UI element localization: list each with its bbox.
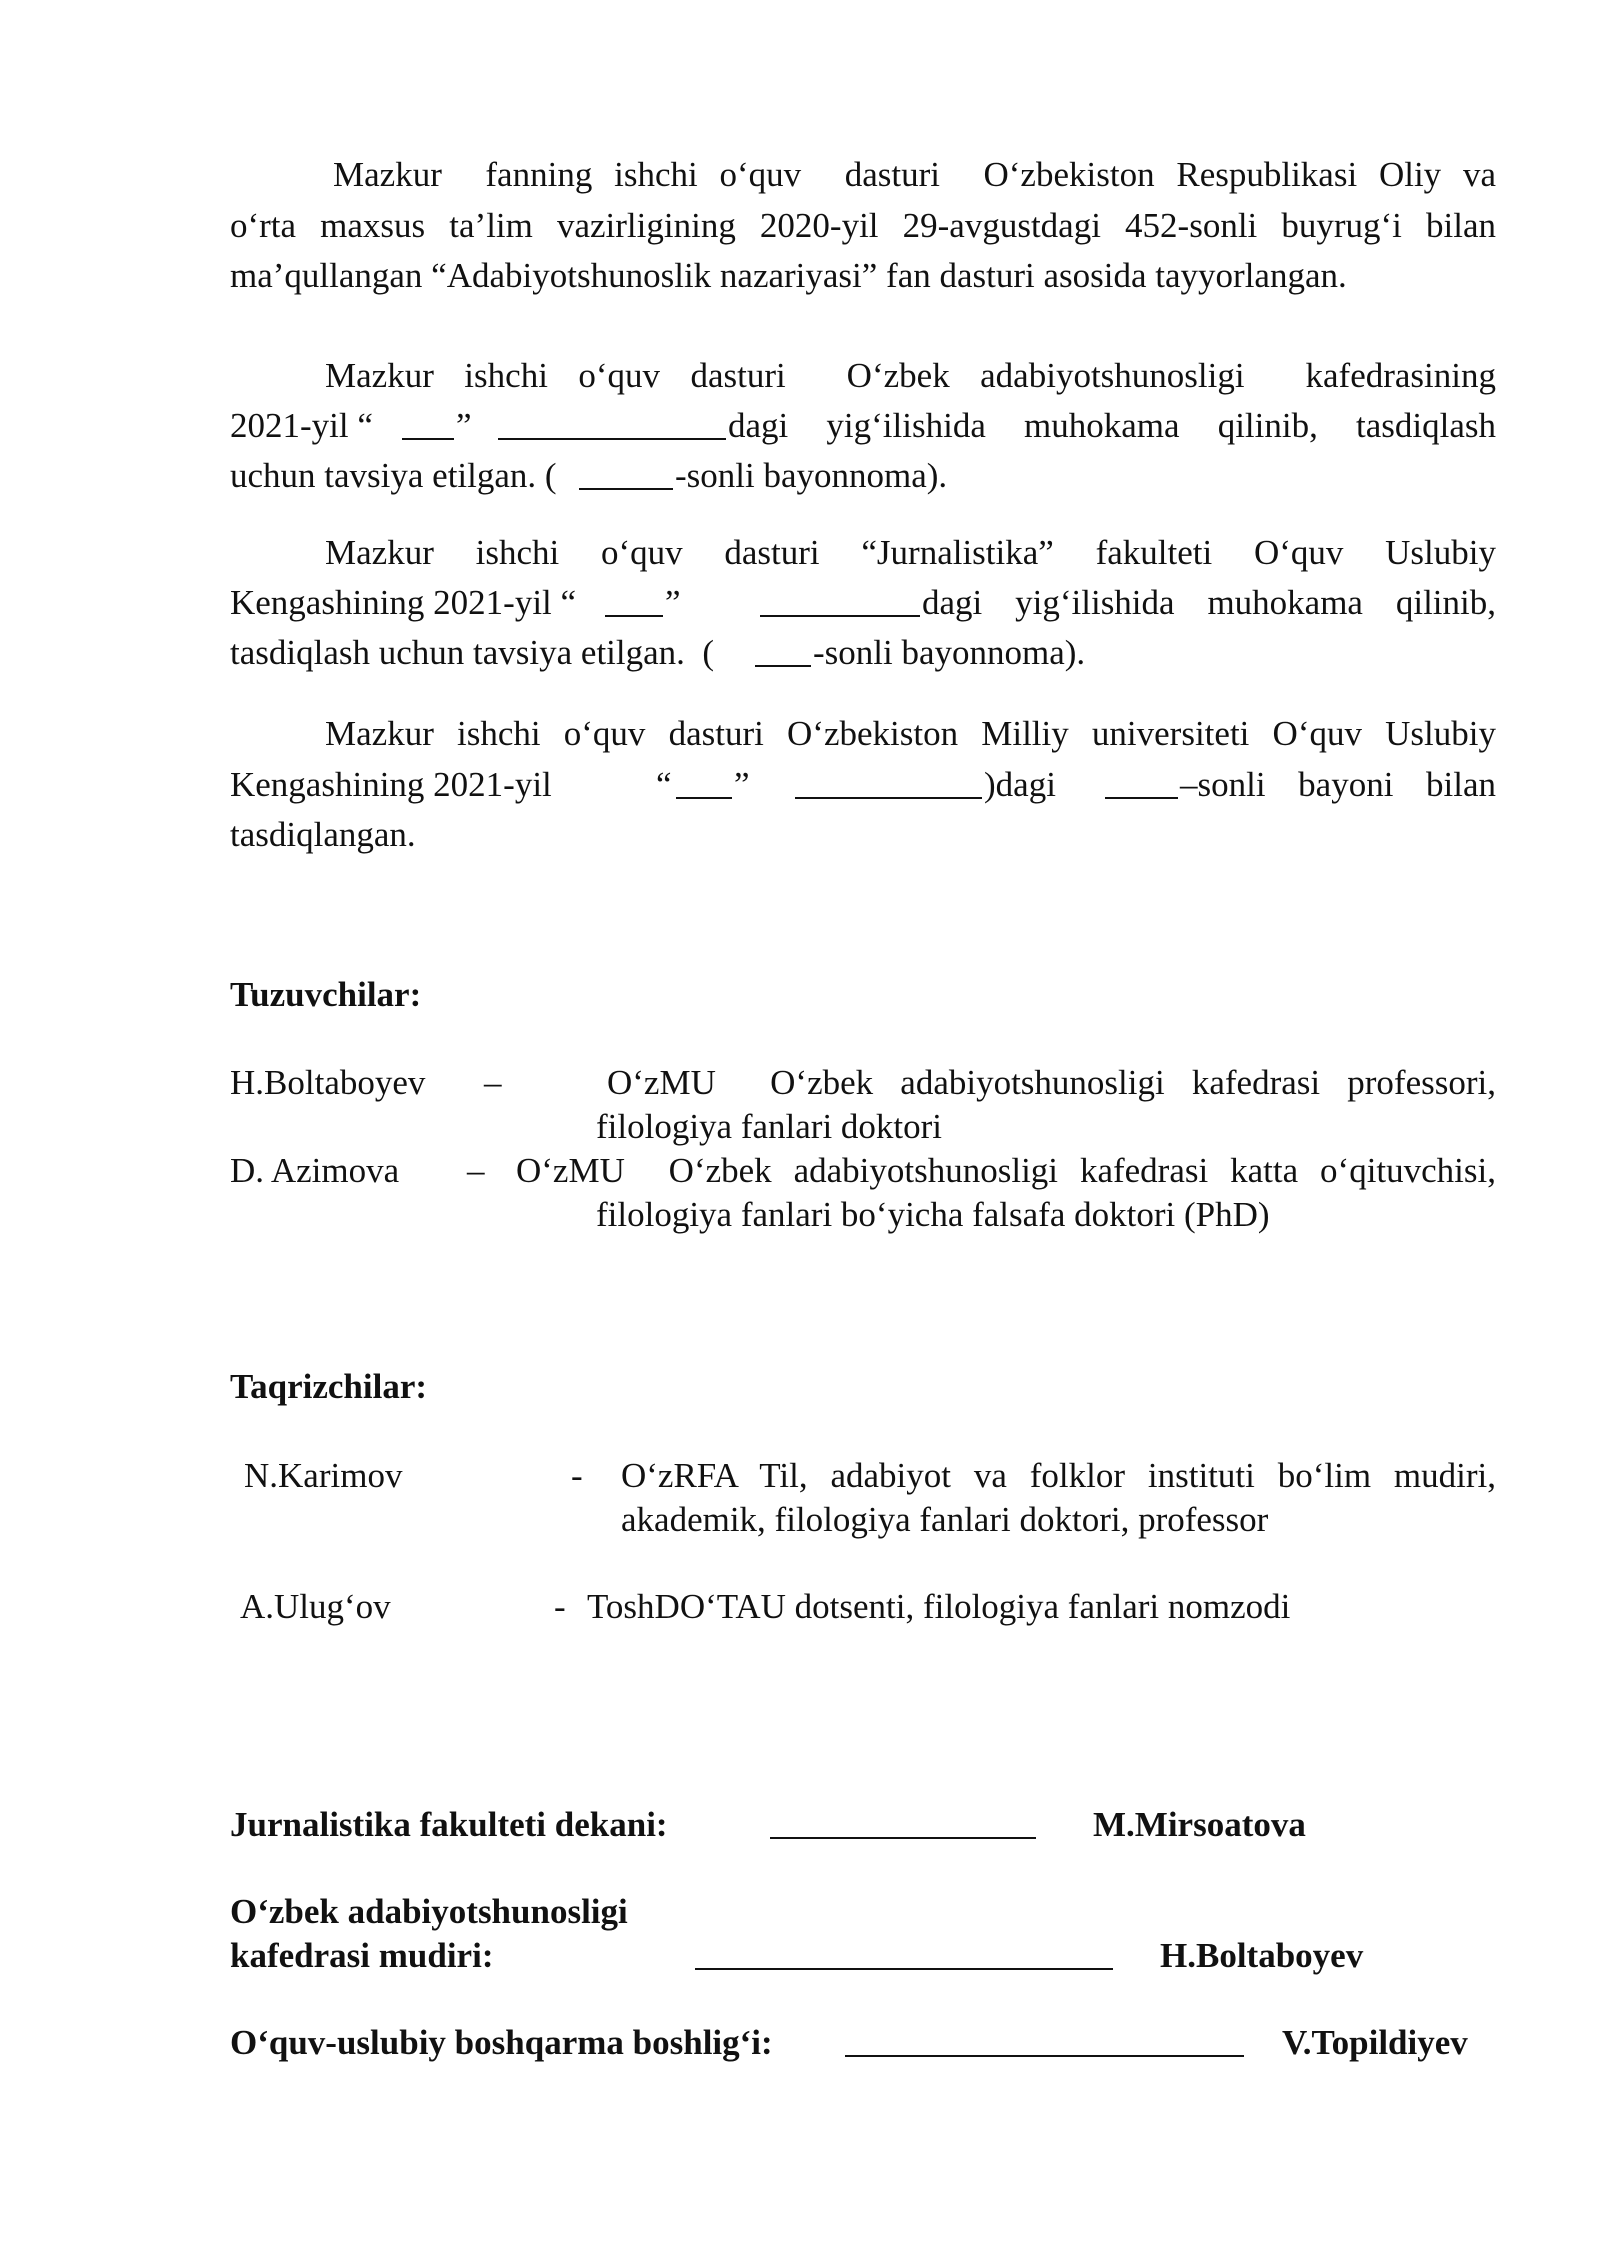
paragraph-4-line-2c: ” xyxy=(734,765,750,804)
day-blank xyxy=(605,585,663,617)
reviewer-degree: akademik, filologiya fanlari doktori, professor xyxy=(621,1500,1269,1539)
paragraph-1-line-2: o‘rta maxsus ta’lim vazirligining 2020-yil 29-avgustdagi 452-sonli buyrug‘i bilan xyxy=(230,206,1496,245)
author-dash: – xyxy=(484,1063,502,1102)
paragraph-2-line-2b: ” xyxy=(456,406,472,445)
date-blank xyxy=(760,585,920,617)
paragraph-3-line-2a: Kengashining 2021-yil “ xyxy=(230,583,577,622)
protocol-number-blank xyxy=(1105,767,1178,799)
author-name: D. Azimova xyxy=(230,1151,400,1190)
reviewer-name: N.Karimov xyxy=(244,1456,403,1495)
paragraph-3-line-3a: tasdiqlash uchun tavsiya etilgan. ( xyxy=(230,633,715,672)
paragraph-4-line-2e: –sonli bayoni bilan xyxy=(1180,765,1496,804)
protocol-number-blank xyxy=(579,458,673,490)
paragraph-2-line-3a: uchun tavsiya etilgan. ( xyxy=(230,456,557,495)
day-blank xyxy=(402,408,454,440)
paragraph-3-line-3b: -sonli bayonnoma). xyxy=(813,633,1086,672)
authors-heading: Tuzuvchilar: xyxy=(230,975,422,1014)
author-degree: filologiya fanlari doktori xyxy=(596,1107,943,1146)
reviewer-name: A.Ulug‘ov xyxy=(240,1587,391,1626)
paragraph-4-line-2d: )dagi xyxy=(984,765,1056,804)
date-blank xyxy=(795,767,982,799)
author-position: O‘zMU O‘zbek adabiyotshunosligi kafedrasi katta o‘qituvchisi, xyxy=(516,1151,1496,1190)
dean-label: Jurnalistika fakulteti dekani: xyxy=(230,1805,668,1844)
signature-line xyxy=(770,1807,1036,1839)
paragraph-2-line-2a: 2021-yil “ xyxy=(230,406,373,445)
head-label-line-1: O‘zbek adabiyotshunosligi xyxy=(230,1892,628,1931)
paragraph-3-line-2c: dagi yig‘ilishida muhokama qilinib, xyxy=(922,583,1496,622)
signature-line xyxy=(845,2025,1244,2057)
paragraph-2-line-1: Mazkur ishchi o‘quv dasturi O‘zbek adabiyotshunosligi kafedrasining xyxy=(325,356,1496,395)
dept-head-name: V.Topildiyev xyxy=(1282,2023,1468,2062)
reviewers-heading: Taqrizchilar: xyxy=(230,1367,428,1406)
paragraph-2-line-3b: -sonli bayonnoma). xyxy=(675,456,948,495)
paragraph-3-line-2b: ” xyxy=(665,583,681,622)
paragraph-1-line-1: Mazkur fanning ishchi o‘quv dasturi O‘zbekiston Respublikasi Oliy va xyxy=(333,155,1496,194)
date-blank xyxy=(498,408,726,440)
protocol-number-blank xyxy=(755,635,811,667)
reviewer-position: ToshDO‘TAU dotsenti, filologiya fanlari nomzodi xyxy=(587,1587,1291,1626)
paragraph-4-line-1: Mazkur ishchi o‘quv dasturi O‘zbekiston Milliy universiteti O‘quv Uslubiy xyxy=(325,714,1496,753)
paragraph-3-line-1: Mazkur ishchi o‘quv dasturi “Jurnalistika” fakulteti O‘quv Uslubiy xyxy=(325,533,1496,572)
signature-line xyxy=(695,1938,1113,1970)
paragraph-4-line-2b: “ xyxy=(656,765,672,804)
author-degree: filologiya fanlari bo‘yicha falsafa doktori (PhD) xyxy=(596,1195,1270,1234)
day-blank xyxy=(676,767,732,799)
dean-name: M.Mirsoatova xyxy=(1093,1805,1306,1844)
author-position: O‘zMU O‘zbek adabiyotshunosligi kafedrasi professori, xyxy=(607,1063,1496,1102)
author-dash: – xyxy=(467,1151,485,1190)
paragraph-2-line-2c: dagi yig‘ilishida muhokama qilinib, tasdiqlash xyxy=(728,406,1496,445)
head-name: H.Boltaboyev xyxy=(1160,1936,1364,1975)
head-label-line-2: kafedrasi mudiri: xyxy=(230,1936,494,1975)
reviewer-position: O‘zRFA Til, adabiyot va folklor instituti bo‘lim mudiri, xyxy=(621,1456,1496,1495)
dept-head-label: O‘quv-uslubiy boshqarma boshlig‘i: xyxy=(230,2023,773,2062)
reviewer-dash: - xyxy=(571,1456,583,1495)
paragraph-4-line-2a: Kengashining 2021-yil xyxy=(230,765,552,804)
reviewer-dash: - xyxy=(554,1587,566,1626)
paragraph-1-line-3: ma’qullangan “Adabiyotshunoslik nazariyasi” fan dasturi asosida tayyorlangan. xyxy=(230,256,1347,295)
author-name: H.Boltaboyev xyxy=(230,1063,426,1102)
paragraph-4-line-3: tasdiqlangan. xyxy=(230,815,416,854)
